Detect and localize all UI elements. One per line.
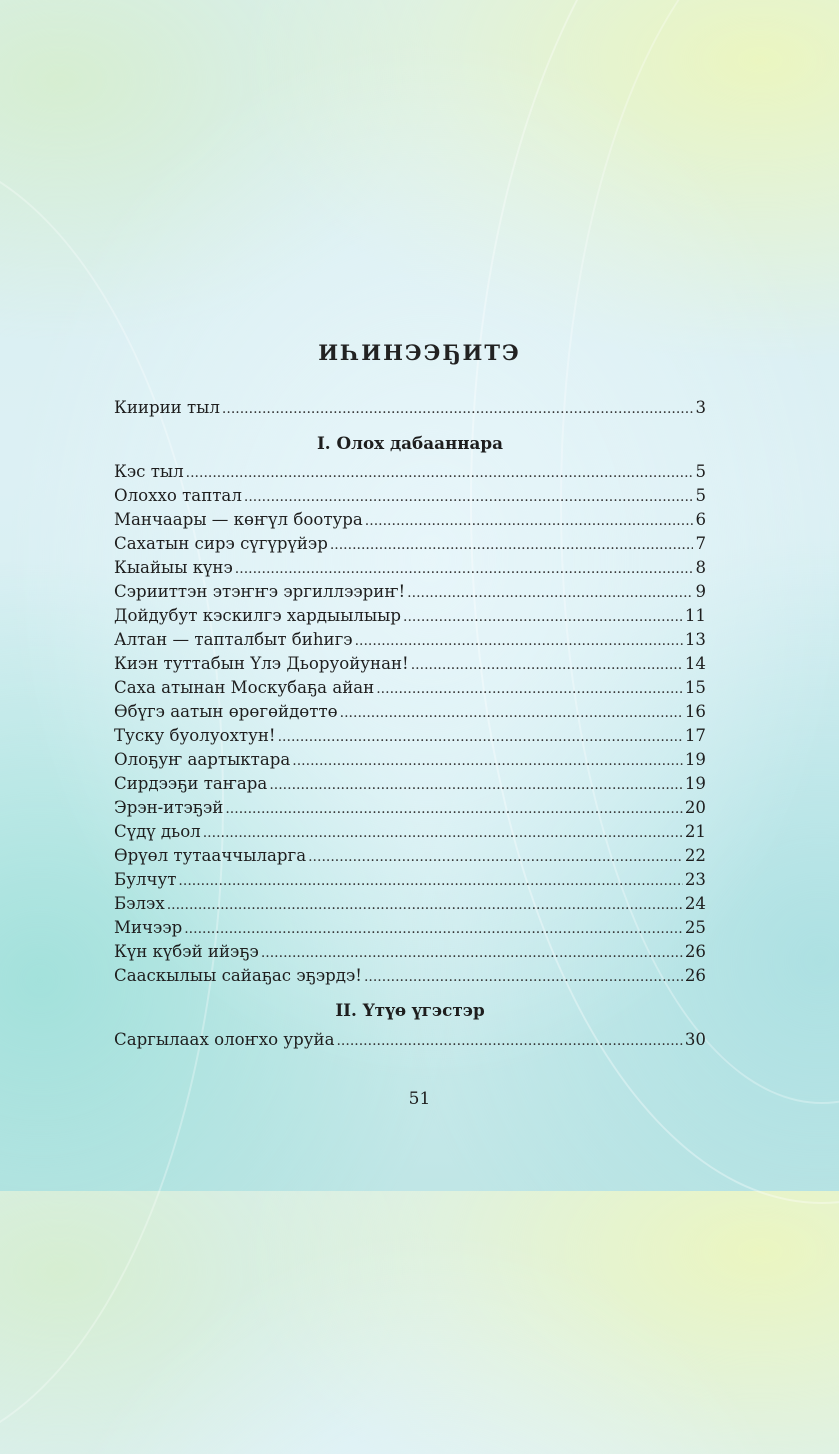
- toc-entry-page: 7: [695, 534, 706, 553]
- section-heading-2: II. Үтүө үгэстэр: [335, 1000, 485, 1020]
- toc-entry-page: 3: [695, 398, 706, 417]
- toc-leader-dots: [411, 652, 683, 677]
- toc-entry-page: 17: [684, 726, 706, 745]
- toc-entry-page: 22: [684, 846, 706, 865]
- toc-entry: [114, 604, 706, 628]
- toc-entry-page: 24: [684, 894, 706, 913]
- toc-entry-title: Алтан — тапталбыт биһигэ: [114, 630, 353, 649]
- toc-leader-dots: [403, 604, 683, 629]
- toc-entry-title: Сирдээҕи таҥара: [114, 774, 268, 793]
- toc-leader-dots: [235, 556, 694, 581]
- section-1-entries: [114, 460, 706, 988]
- toc-leader-dots: [261, 940, 683, 965]
- toc-entry-page: 23: [684, 870, 706, 889]
- toc-entry: [114, 580, 706, 604]
- toc-entry-page: 26: [684, 942, 706, 961]
- toc-entry: [114, 820, 706, 844]
- toc-entry-title: Кэс тыл: [114, 462, 184, 481]
- toc-entry-title: Олоххо таптал: [114, 486, 242, 505]
- toc-leader-dots: [336, 1028, 682, 1053]
- toc-entry-page: 11: [684, 606, 706, 625]
- toc-entry-page: 8: [695, 558, 706, 577]
- toc-leader-dots: [340, 700, 683, 725]
- toc-entry-page: 30: [684, 1030, 706, 1049]
- toc-entry: [114, 940, 706, 964]
- toc-entry-title: Булчут: [114, 870, 177, 889]
- toc-entry-title: Өрүөл тутааччыларга: [114, 846, 307, 865]
- toc-entry: [114, 484, 706, 508]
- section-heading-1: I. Олох дабааннара: [316, 433, 504, 453]
- toc-entry: [114, 892, 706, 916]
- toc-entry-title: Киирии тыл: [114, 398, 220, 417]
- toc-entry: [114, 964, 706, 988]
- toc-entry-page: 20: [684, 798, 706, 817]
- toc-leader-dots: [330, 532, 694, 557]
- toc-entry-intro: [114, 396, 706, 420]
- toc-entry-page: 14: [684, 654, 706, 673]
- toc-leader-dots: [365, 508, 694, 533]
- toc-entry-page: 25: [684, 918, 706, 937]
- toc-leader-dots: [167, 892, 683, 917]
- toc-entry-title: Эрэн-итэҕэй: [114, 798, 224, 817]
- toc-entry: [114, 796, 706, 820]
- toc-entry: [114, 916, 706, 940]
- toc-entry-title: Олоҕуҥ аартыктара: [114, 750, 291, 769]
- page-number: 51: [408, 1089, 431, 1109]
- toc-entry-title: Күн күбэй ийэҕэ: [114, 942, 259, 961]
- toc-entry-page: 15: [684, 678, 706, 697]
- toc-entry: [114, 1028, 706, 1052]
- toc-leader-dots: [355, 628, 683, 653]
- toc-entry-page: 19: [684, 750, 706, 769]
- toc-leader-dots: [407, 580, 693, 605]
- toc-entry-title: Киэн туттабын Үлэ Дьоруойунан!: [114, 654, 409, 673]
- toc-entry: [114, 700, 706, 724]
- toc-leader-dots: [186, 460, 694, 485]
- toc-leader-dots: [269, 772, 683, 797]
- toc-entry: [114, 628, 706, 652]
- toc-entry-title: Саргылаах олоҥхо уруйа: [114, 1030, 335, 1049]
- toc-entry-title: Мичээр: [114, 918, 183, 937]
- toc-entry: [114, 748, 706, 772]
- toc-entry-page: 6: [695, 510, 706, 529]
- toc-entry: [114, 772, 706, 796]
- toc-entry-title: Сэрииттэн этэҥҥэ эргиллээриҥ!: [114, 582, 406, 601]
- page-title: ИҺИНЭЭҔИТЭ: [318, 340, 521, 365]
- toc-leader-dots: [292, 748, 683, 773]
- toc-entry-page: 9: [695, 582, 706, 601]
- toc-entry-page: 5: [695, 486, 706, 505]
- toc-entry-title: Сахатын сирэ сүгүрүйэр: [114, 534, 328, 553]
- toc-entry-title: Туску буолуохтун!: [114, 726, 276, 745]
- toc-entry: [114, 724, 706, 748]
- toc-entry: [114, 532, 706, 556]
- table-of-contents: [114, 396, 706, 1052]
- toc-leader-dots: [225, 796, 683, 821]
- toc-leader-dots: [278, 724, 683, 749]
- toc-leader-dots: [308, 844, 683, 869]
- toc-entry-title: Кыайыы күнэ: [114, 558, 233, 577]
- toc-entry-title: Манчаары — көҥүл боотура: [114, 510, 363, 529]
- toc-leader-dots: [178, 868, 682, 893]
- toc-entry: [114, 460, 706, 484]
- toc-entry-page: 5: [695, 462, 706, 481]
- toc-leader-dots: [203, 820, 683, 845]
- toc-entry-title: Сааскылыы сайаҕас эҕэрдэ!: [114, 966, 362, 985]
- toc-leader-dots: [244, 484, 694, 509]
- toc-leader-dots: [376, 676, 683, 701]
- toc-leader-dots: [184, 916, 683, 941]
- toc-entry-page: 19: [684, 774, 706, 793]
- toc-entry: [114, 676, 706, 700]
- toc-entry-page: 16: [684, 702, 706, 721]
- section-2-entries: [114, 1028, 706, 1052]
- toc-entry: [114, 508, 706, 532]
- toc-entry-title: Бэлэх: [114, 894, 165, 913]
- toc-leader-dots: [364, 964, 683, 989]
- toc-entry-title: Дойдубут кэскилгэ хардыылыыр: [114, 606, 402, 625]
- toc-entry-page: 26: [684, 966, 706, 985]
- toc-entry: [114, 556, 706, 580]
- toc-entry-title: Сүдү дьол: [114, 822, 201, 841]
- toc-entry: [114, 868, 706, 892]
- toc-entry-page: 13: [684, 630, 706, 649]
- toc-leader-dots: [222, 396, 694, 421]
- toc-entry-page: 21: [684, 822, 706, 841]
- toc-entry-title: Саха атынан Москубаҕа айан: [114, 678, 375, 697]
- toc-entry: [114, 652, 706, 676]
- toc-entry-title: Өбүгэ аатын өрөгөйдөттө: [114, 702, 338, 721]
- toc-entry: [114, 844, 706, 868]
